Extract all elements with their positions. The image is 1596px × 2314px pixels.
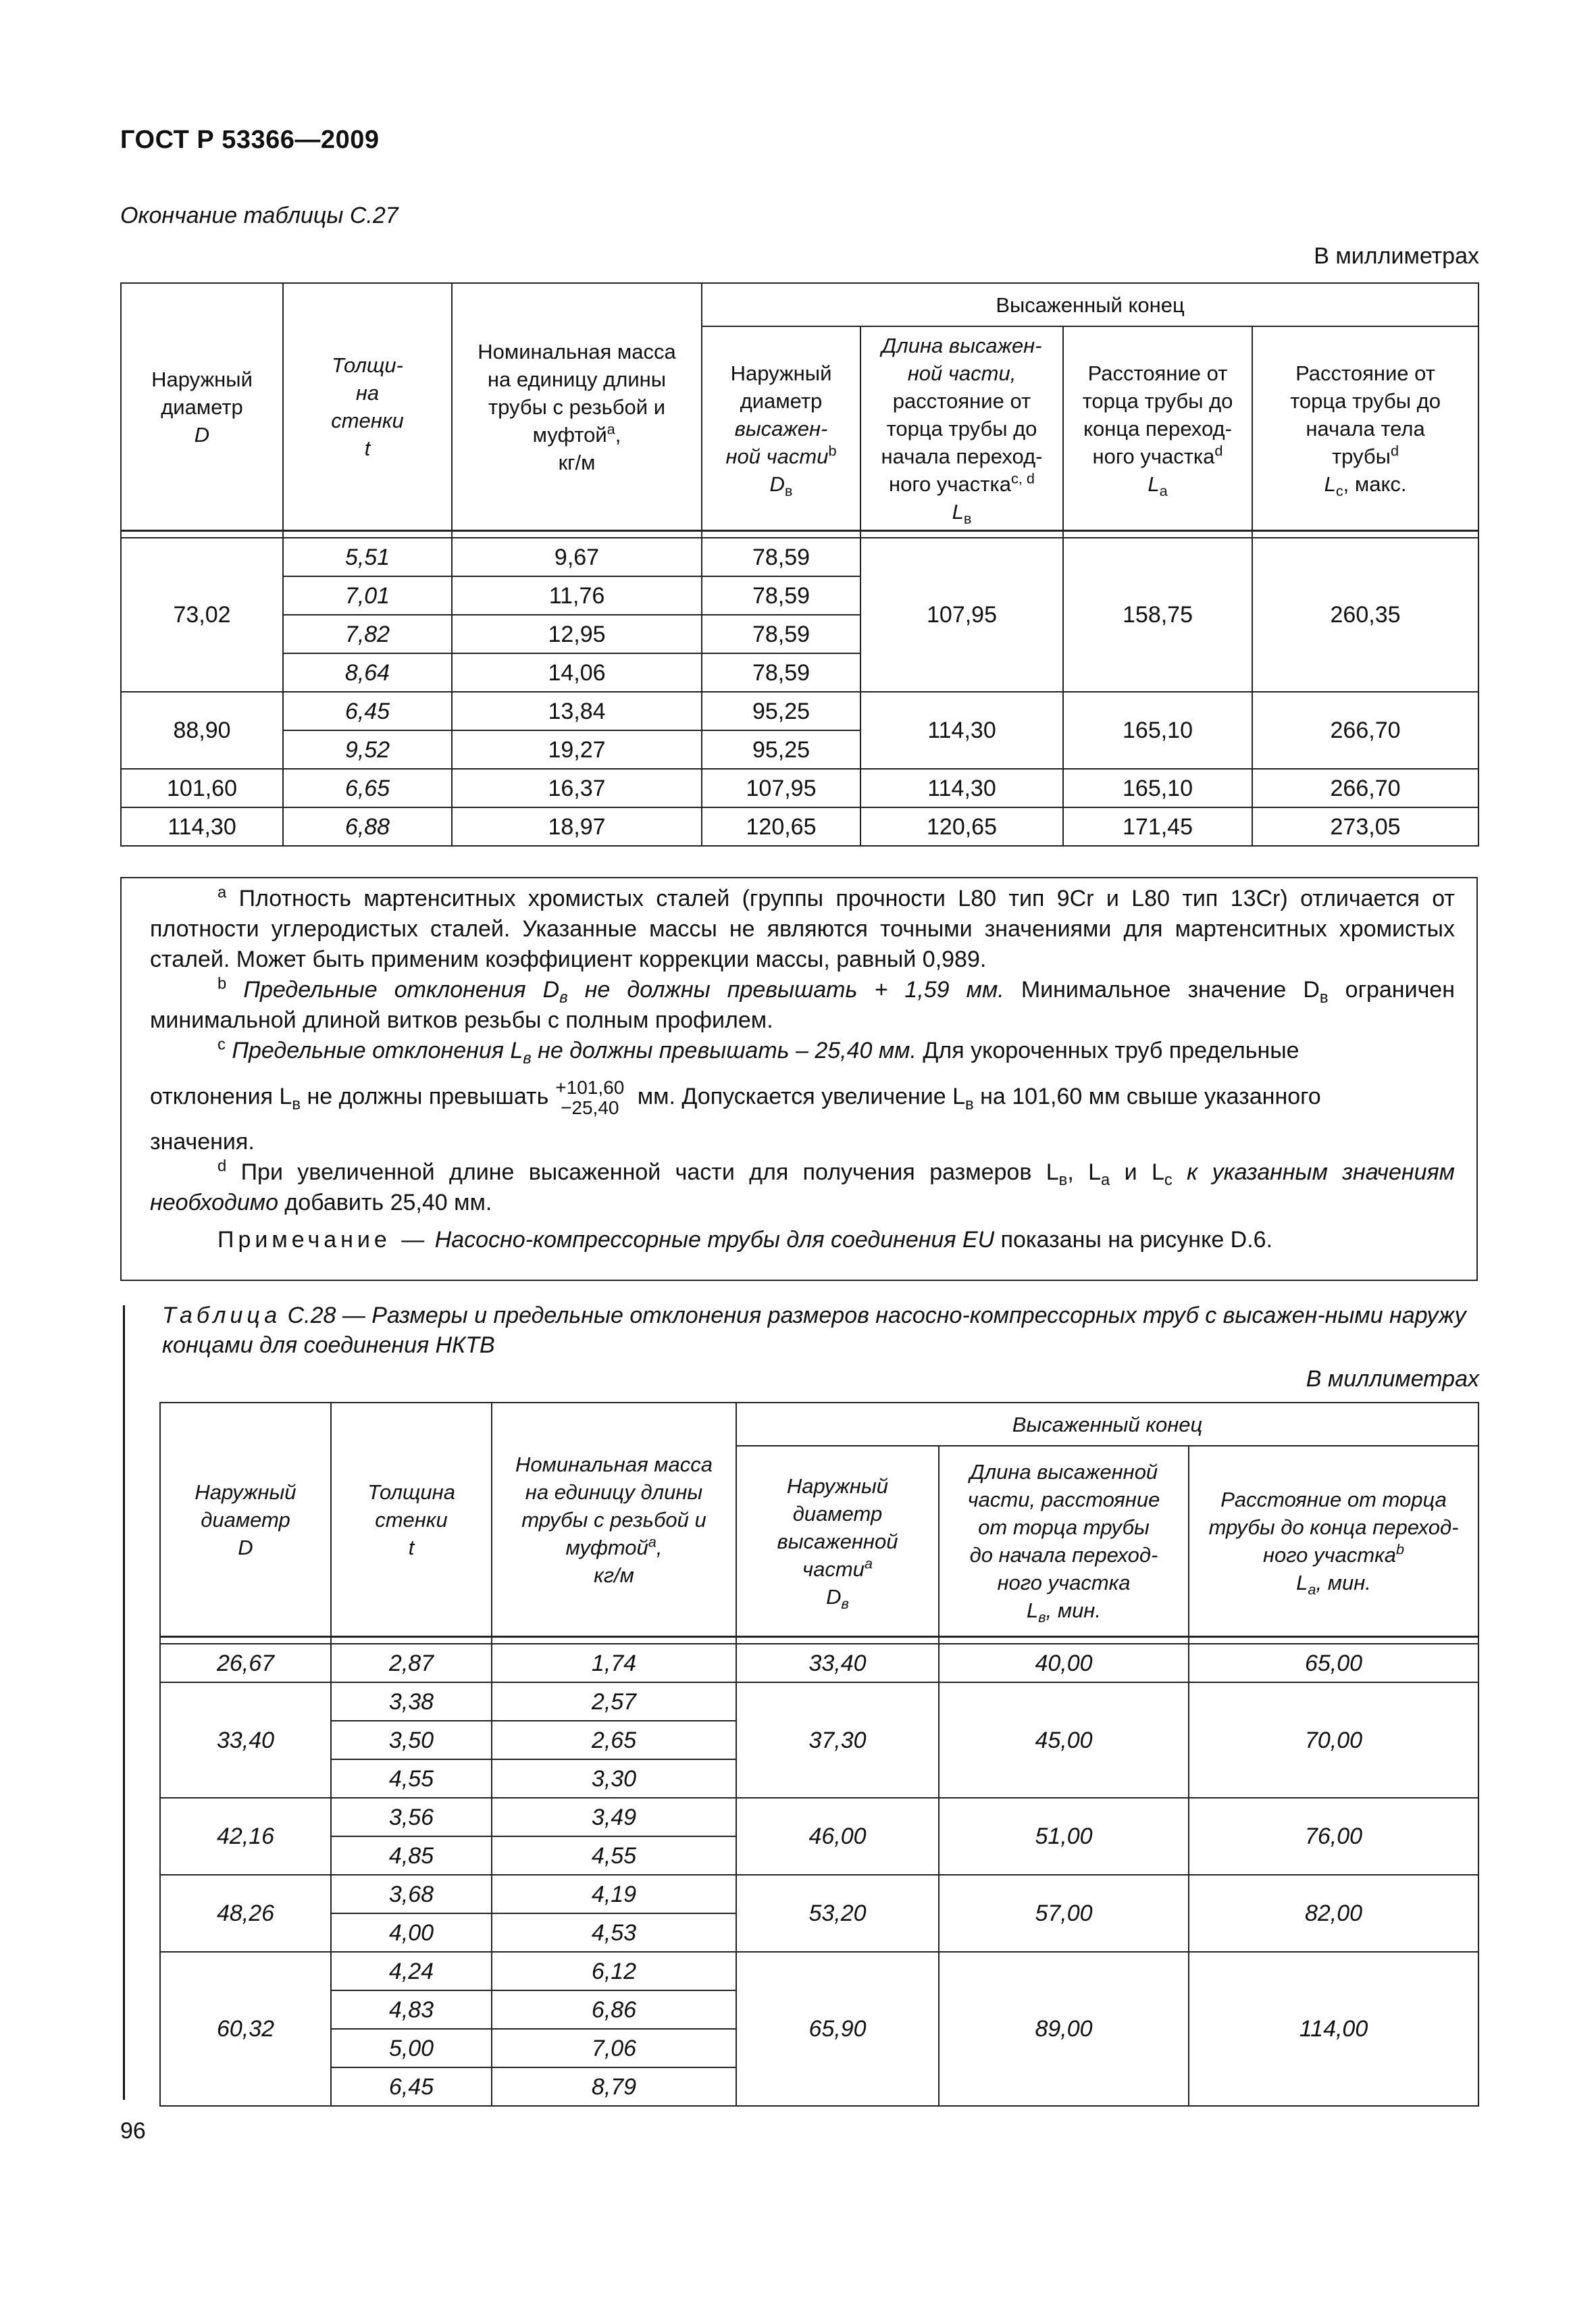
group-header-upset-end: Высаженный конец xyxy=(702,283,1478,326)
tolerance-fraction: +101,60 −25,40 xyxy=(555,1077,625,1119)
table-row: 88,90 6,45 13,84 95,25 114,30 165,10 266,70 xyxy=(121,692,1478,730)
table-caption: Окончание таблицы С.27 xyxy=(120,203,398,228)
col-header-upset-length: Длина высаженной части, расстояние от торца трубы до начала переход- ного участка $L_в$, мин. xyxy=(939,1446,1189,1637)
table-row: 26,67 2,87 1,74 33,40 40,00 65,00 xyxy=(160,1644,1478,1682)
table-row: 101,60 6,65 16,37 107,95 114,30 165,10 266,70 xyxy=(121,769,1478,807)
table-row: 42,16 3,56 3,49 46,00 51,00 76,00 xyxy=(160,1798,1478,1836)
col-header-outer-diameter: Наружный диаметр D xyxy=(160,1403,331,1637)
table-c28 xyxy=(159,1402,1479,2107)
footnote-b: $^b$ Предельные отклонения $D_в$ не должны превышать + 1,59 мм. Минимальное значение $D_в$ ограничен минимальной длиной витков резьбы с полным профилем. xyxy=(150,974,1455,1033)
table-row: 73,02 5,51 9,67 78,59 107,95 158,75 260,35 xyxy=(121,538,1478,576)
col-header-outer-diameter: Наружный диаметр D xyxy=(121,283,283,531)
footnote-c-end: значения. xyxy=(150,1129,255,1155)
col-header-lc: Расстояние от торца трубы до начала тела трубы$^d$ $L_c$, макс. xyxy=(1252,326,1478,531)
table-row: 4,00 4,53 xyxy=(160,1913,1478,1952)
table-row: 3,50 2,65 xyxy=(160,1721,1478,1759)
document-title: ГОСТ Р 53366—2009 xyxy=(120,126,380,154)
table-row: 114,30 6,88 18,97 120,65 120,65 171,45 273,05 xyxy=(121,807,1478,846)
table-row: 4,83 6,86 xyxy=(160,1990,1478,2029)
col-header-mass: Номинальная масса на единицу длины трубы с резьбой и муфтой$^a$, кг/м xyxy=(452,283,702,531)
table-row: 48,26 3,68 4,19 53,20 57,00 82,00 xyxy=(160,1875,1478,1913)
units-label-2: В миллиметрах xyxy=(1306,1366,1479,1392)
table-row: 7,01 11,76 78,59 xyxy=(121,576,1478,615)
group-header-upset-end: Высаженный конец xyxy=(736,1403,1478,1446)
footnote-c-cont: отклонения $L_в$ не должны превышать +101,60 −25,40 мм. Допускается увеличение $L_в$ на 101,60 мм свыше указанного xyxy=(150,1077,1321,1119)
table-footnotes xyxy=(120,877,1478,1281)
footnote-d: $^d$ При увеличенной длине высаженной части для получения размеров $L_в$, $L_a$ и $L_c$ к указанным значениям необходимо добавить 25,40 мм. xyxy=(150,1157,1455,1215)
table-c27 xyxy=(120,282,1479,847)
table-row: 4,55 3,30 xyxy=(160,1759,1478,1798)
units-label: В миллиметрах xyxy=(1314,243,1479,269)
table-row: 33,40 3,38 2,57 37,30 45,00 70,00 xyxy=(160,1682,1478,1721)
table-row: 60,32 4,24 6,12 65,90 89,00 114,00 xyxy=(160,1952,1478,1990)
col-header-upset-diameter: Наружный диаметр высажен- ной части$^b$ $D_в$ xyxy=(702,326,860,531)
table-row: 6,45 8,79 xyxy=(160,2067,1478,2106)
table-row: 9,52 19,27 95,25 xyxy=(121,730,1478,769)
footnote-c: $^c$ Предельные отклонения $L_в$ не должны превышать – 25,40 мм. Для укороченных труб предельные xyxy=(217,1035,1299,1067)
page-number: 96 xyxy=(120,2118,146,2144)
col-header-wall: Толщина стенки t xyxy=(331,1403,492,1637)
col-header-wall: Толщи- на стенки t xyxy=(283,283,452,531)
footnote-a: $^a$ Плотность мартенситных хромистых сталей (группы прочности L80 тип 9Cr и L80 тип 13Cr) отличается от плотности углеродистых сталей. Указанные массы не являются точными значениями для мартенситных хромистых сталей. Может быть применим коэффициент коррекции массы, равный 0,989. xyxy=(150,883,1455,972)
table-row: 7,82 12,95 78,59 xyxy=(121,615,1478,653)
col-header-la: Расстояние от торца трубы до конца переход- ного участка$^d$ $L_a$ xyxy=(1063,326,1252,531)
table-caption-c28: Таблица С.28 — Размеры и предельные отклонения размеров насосно-компрессорных труб с высажен-ными наружу концами для соединения НКТВ xyxy=(162,1303,1466,1358)
table-row: 4,85 4,55 xyxy=(160,1836,1478,1875)
revision-bar xyxy=(123,1305,125,2100)
col-header-upset-length: Длина высажен- ной части, расстояние от торца трубы до начала переход- ного участка$^{c, d}$ $L_в$ xyxy=(860,326,1063,531)
table-note: Примечание — Насосно-компрессорные трубы для соединения EU показаны на рисунке D.6. xyxy=(217,1227,1273,1253)
table-row: 8,64 14,06 78,59 xyxy=(121,653,1478,692)
col-header-upset-diameter: Наружный диаметр высаженной части$^a$ $D_в$ xyxy=(736,1446,939,1637)
table-row: 5,00 7,06 xyxy=(160,2029,1478,2067)
col-header-la: Расстояние от торца трубы до конца переход- ного участка$^b$ $L_a$, мин. xyxy=(1189,1446,1478,1637)
col-header-mass: Номинальная масса на единицу длины трубы с резьбой и муфтой$^a$, кг/м xyxy=(492,1403,736,1637)
